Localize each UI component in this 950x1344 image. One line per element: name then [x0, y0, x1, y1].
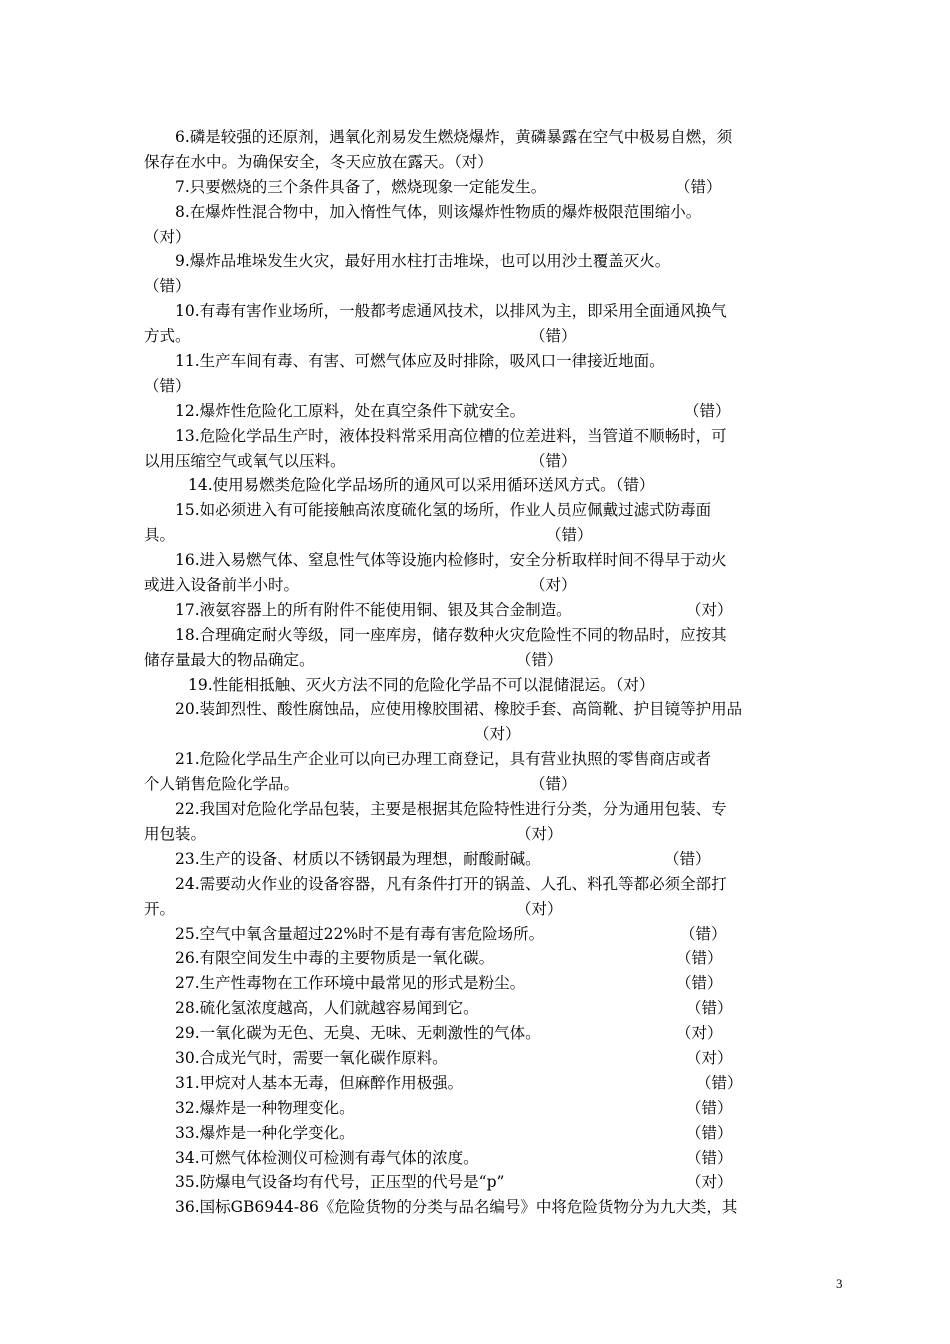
- text-line: 22.我国对危险化学品包装，主要是根据其危险特性进行分类，分为通用包装、专: [175, 800, 727, 819]
- answer-mark: （对）: [530, 576, 577, 595]
- text-line: 储存量最大的物品确定。 （错）: [144, 648, 850, 673]
- answer-mark: （对）: [516, 899, 563, 918]
- text-line: 10.有毒有害作业场所，一般都考虑通风技术，以排风为主，即采用全面通风换气: [175, 302, 727, 321]
- text-line: [144, 722, 850, 747]
- page-number: 3: [836, 1276, 843, 1291]
- text-line: 29.一氧化碳为无色、无臭、无味、无刺激性的气体。 （对）: [144, 1021, 850, 1046]
- answer-mark: （错）: [530, 327, 577, 346]
- answer-mark: （错）: [676, 974, 723, 993]
- answer-mark: （对）: [686, 1173, 733, 1192]
- text-line: 36.国标GB6944-86《危险货物的分类与品名编号》中将危险货物分为九大类，其: [175, 1198, 738, 1217]
- answer-mark: （错）: [686, 1148, 733, 1167]
- text-line: 12.爆炸性危险化工原料，处在真空条件下就安全。 （错）: [144, 399, 850, 424]
- text-line: 20.装卸烈性、酸性腐蚀品，应使用橡胶围裙、橡胶手套、高筒靴、护目镜等护用品: [175, 700, 743, 719]
- answer-mark: （错）: [696, 1073, 743, 1092]
- text-line: 或进入设备前半小时。 （对）: [144, 573, 850, 598]
- text-line: 11.生产车间有毒、有害、可燃气体应及时排除，吸风口一律接近地面。: [175, 352, 665, 371]
- answer-mark: （对）: [516, 824, 563, 843]
- text-line: 24.需要动火作业的设备容器，凡有条件打开的锅盖、人孔、料孔等都必须全部打: [175, 874, 727, 893]
- text-line: 开。 （对）: [144, 897, 850, 922]
- answer-mark: （错）: [686, 1123, 733, 1142]
- text-line: 21.危险化学品生产企业可以向已办理工商登记，具有营业执照的零售商店或者: [175, 750, 712, 769]
- answer-mark: （错）: [686, 999, 733, 1018]
- answer-mark: （错）: [684, 401, 731, 420]
- text-line: 以用压缩空气或氧气以压料。 （错）: [144, 449, 850, 474]
- answer-mark: （错）: [530, 775, 577, 794]
- text-line: （错）: [144, 376, 191, 395]
- text-line: （对）: [144, 227, 191, 246]
- answer-mark: （错）: [675, 177, 722, 196]
- text-line: 个人销售危险化学品。 （错）: [144, 772, 850, 797]
- text-line: 13.危险化学品生产时，液体投料常采用高位槽的位差进料，当管道不顺畅时，可: [175, 426, 727, 445]
- text-line: 6.磷是较强的还原剂，遇氧化剂易发生燃烧爆炸，黄磷暴露在空气中极易自燃，须: [175, 128, 733, 146]
- text-line: 34.可燃气体检测仪可检测有毒气体的浓度。 （错）: [144, 1146, 850, 1171]
- text-line: 7.只要燃烧的三个条件具备了，燃烧现象一定能发生。 （错）: [144, 175, 850, 200]
- text-line: 方式。 （错）: [144, 324, 850, 349]
- answer-mark: （错）: [680, 924, 727, 943]
- text-line: 用包装。 （对）: [144, 822, 850, 847]
- text-line: 17.液氨容器上的所有附件不能使用铜、银及其合金制造。 （对）: [144, 598, 850, 623]
- text-line: 保存在水中。为确保安全，冬天应放在露天。（对）: [144, 152, 493, 171]
- text-line: 26.有限空间发生中毒的主要物质是一氧化碳。 （错）: [144, 946, 850, 971]
- text-line: 具。 （错）: [144, 523, 850, 548]
- answer-mark: （错）: [664, 849, 711, 868]
- text-line: 9.爆炸品堆垛发生火灾，最好用水柱打击堆垛，也可以用沙土覆盖灭火。: [175, 252, 671, 271]
- answer-mark: （错）: [516, 650, 563, 669]
- text-line: 8.在爆炸性混合物中，加入惰性气体，则该爆炸性物质的爆炸极限范围缩小。: [175, 202, 702, 221]
- text-line: 28.硫化氢浓度越高，人们就越容易闻到它。 （错）: [144, 996, 850, 1021]
- document-body: [144, 125, 850, 1220]
- answer-mark: （错）: [686, 1098, 733, 1117]
- answer-mark: （错）: [676, 949, 723, 968]
- answer-mark: （错）: [546, 526, 593, 545]
- text-line: 14.使用易燃类危险化学品场所的通风可以采用循环送风方式。（错）: [188, 476, 655, 495]
- text-line: 35.防爆电气设备均有代号，正压型的代号是“p” （对）: [144, 1170, 850, 1195]
- text-line: （错）: [144, 277, 191, 296]
- text-line: 18.合理确定耐火等级，同一座库房，储存数种火灾危险性不同的物品时，应按其: [175, 625, 727, 644]
- text-line: 25.空气中氧含量超过22%时不是有毒有害危险场所。 （错）: [144, 922, 850, 947]
- answer-mark: （对）: [676, 1024, 723, 1043]
- answer-mark: （错）: [530, 451, 577, 470]
- text-line: 30.合成光气时，需要一氧化碳作原料。 （对）: [144, 1046, 850, 1071]
- text-line: 16.进入易燃气体、窒息性气体等设施内检修时，安全分析取样时间不得早于动火: [175, 551, 727, 570]
- text-line: 15.如必须进入有可能接触高浓度硫化氢的场所，作业人员应佩戴过滤式防毒面: [175, 501, 712, 520]
- text-line: 23.生产的设备、材质以不锈钢最为理想，耐酸耐碱。 （错）: [144, 847, 850, 872]
- answer-mark: （对）: [474, 725, 521, 744]
- text-line: 27.生产性毒物在工作环境中最常见的形式是粉尘。 （错）: [144, 971, 850, 996]
- text-line: 19.性能相抵触、灭火方法不同的危险化学品不可以混储混运。（对）: [188, 675, 655, 694]
- text-line: 31.甲烷对人基本无毒，但麻醉作用极强。 （错）: [144, 1071, 850, 1096]
- answer-mark: （对）: [686, 600, 733, 619]
- text-line: 32.爆炸是一种物理变化。 （错）: [144, 1096, 850, 1121]
- text-line: 33.爆炸是一种化学变化。 （错）: [144, 1121, 850, 1146]
- answer-mark: （对）: [686, 1048, 733, 1067]
